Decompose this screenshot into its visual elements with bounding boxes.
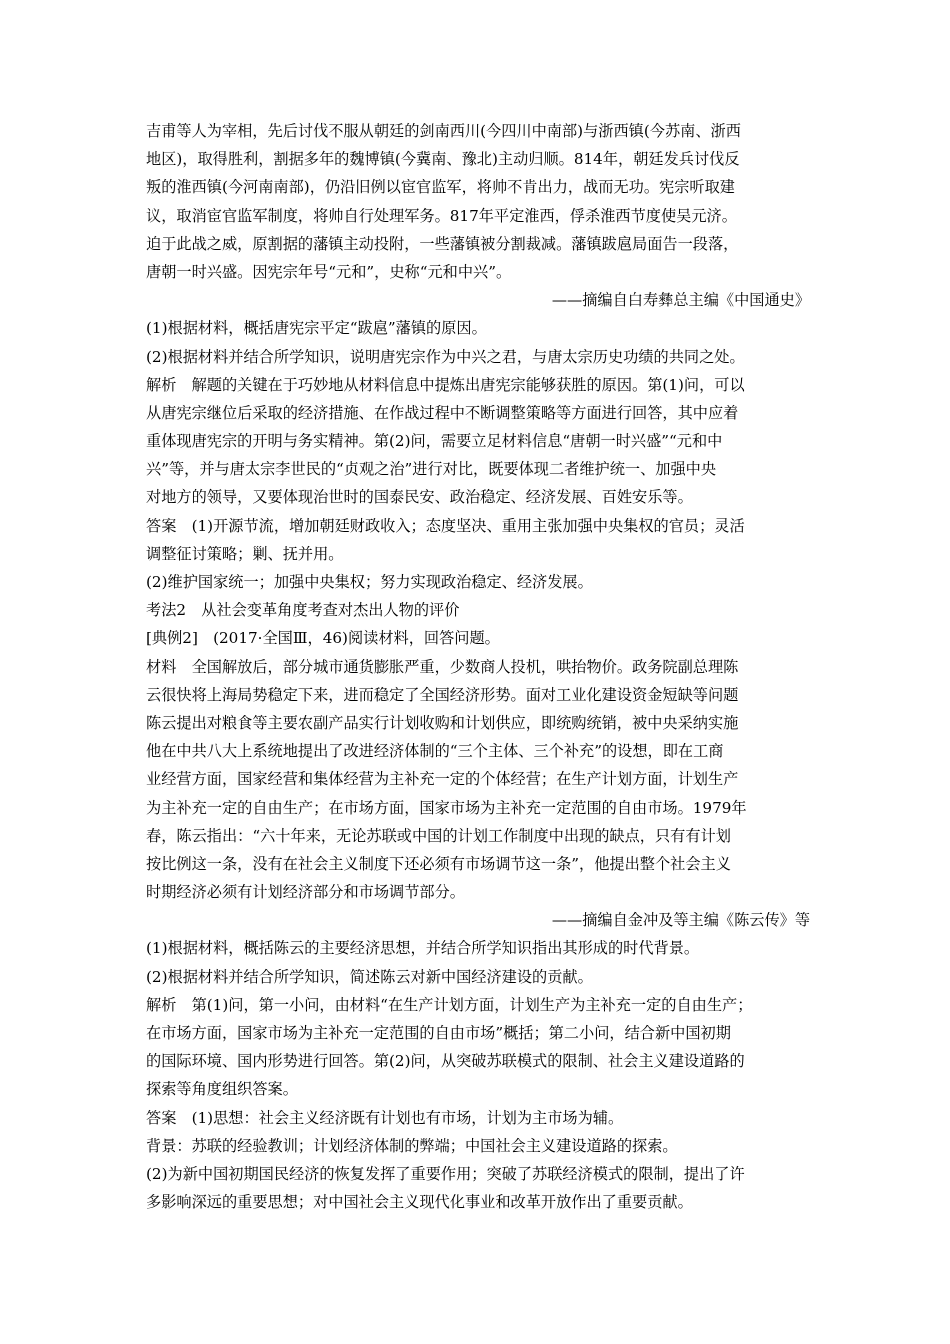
method-heading: 考法2 从社会变革角度考查对杰出人物的评价 (146, 601, 460, 620)
answer-b-line: (2)为新中国初期国民经济的恢复发挥了重要作用；突破了苏联经济模式的限制，提出了许 (146, 1164, 745, 1183)
analysis-b-line: 的国际环境、国内形势进行回答。第(2)问，从突破苏联模式的限制、社会主义建设道路的 (146, 1052, 745, 1071)
analysis-a-line: 从唐宪宗继位后采取的经济措施、在作战过程中不断调整策略等方面进行回答，其中应着 (146, 403, 739, 422)
material-b-source: ——摘编自金冲及等主编《陈云传》等 (551, 911, 810, 930)
question-b-1: (1)根据材料，概括陈云的主要经济思想，并结合所学知识指出其形成的时代背景。 (146, 939, 700, 958)
analysis-a-line: 解析 解题的关键在于巧妙地从材料信息中提炼出唐宪宗能够获胜的原因。第(1)问，可以 (146, 375, 745, 394)
material-b-line: 他在中共八大上系统地提出了改进经济体制的“三个主体、三个补充”的设想，即在工商 (146, 742, 724, 761)
question-a-2: (2)根据材料并结合所学知识，说明唐宪宗作为中兴之君，与唐太宗历史功绩的共同之处。 (146, 347, 745, 366)
analysis-b-line: 探索等角度组织答案。 (146, 1080, 298, 1099)
answer-b-line: 多影响深远的重要思想；对中国社会主义现代化事业和改革开放作出了重要贡献。 (146, 1193, 693, 1212)
material-a-line: 叛的淮西镇(今河南南部)，仍沿旧例以宦官监军，将帅不肯出力，战而无功。宪宗听取建 (146, 178, 735, 197)
answer-b-line: 背景：苏联的经验教训；计划经济体制的弊端；中国社会主义建设道路的探索。 (146, 1136, 678, 1155)
material-b-line: 按比例这一条，没有在社会主义制度下还必须有市场调节这一条”，他提出整个社会主义 (146, 854, 731, 873)
answer-b-line: 答案 (1)思想：社会主义经济既有计划也有市场，计划为主市场为辅。 (146, 1108, 624, 1127)
material-a-source: ——摘编自白寿彝总主编《中国通史》 (551, 291, 810, 310)
example-heading: [典例2] (2017·全国Ⅲ，46)阅读材料，回答问题。 (146, 629, 500, 648)
material-b-line: 业经营方面，国家经营和集体经营为主补充一定的个体经营；在生产计划方面，计划生产 (146, 770, 739, 789)
material-b-line: 云很快将上海局势稳定下来，进而稳定了全国经济形势。面对工业化建设资金短缺等问题 (146, 685, 739, 704)
material-b-line: 时期经济必须有计划经济部分和市场调节部分。 (146, 883, 465, 902)
analysis-b-line: 在市场方面，国家市场为主补充一定范围的自由市场”概括；第二小问，结合新中国初期 (146, 1024, 731, 1042)
material-a-line: 吉甫等人为宰相，先后讨伐不服从朝廷的剑南西川(今四川中南部)与浙西镇(今苏南、浙西 (146, 122, 741, 140)
material-a-line: 唐朝一时兴盛。因宪宗年号“元和”，史称“元和中兴”。 (146, 262, 512, 281)
analysis-a-line: 重体现唐宪宗的开明与务实精神。第(2)问，需要立足材料信息“唐朝一时兴盛”“元和中 (146, 432, 723, 451)
material-a (146, 117, 810, 1216)
material-b-line: 材料 全国解放后，部分城市通货膨胀严重，少数商人投机，哄抬物价。政务院副总理陈 (146, 657, 739, 676)
analysis-b-line: 解析 第(1)问，第一小问，由材料“在生产计划方面，计划生产为主补充一定的自由生产； (146, 995, 753, 1014)
material-a-line: 迫于此战之威，原割据的藩镇主动投附，一些藩镇被分割裁减。藩镇跋扈局面告一段落， (146, 234, 739, 253)
analysis-a-line: 兴”等，并与唐太宗李世民的“贞观之治”进行对比，既要体现二者维护统一、加强中央 (146, 460, 717, 479)
answer-a-line: (2)维护国家统一；加强中央集权；努力实现政治稳定、经济发展。 (146, 573, 593, 591)
answer-a-line: 答案 (1)开源节流，增加朝廷财政收入；态度坚决、重用主张加强中央集权的官员；灵活 (146, 516, 745, 535)
question-b-2: (2)根据材料并结合所学知识，简述陈云对新中国经济建设的贡献。 (146, 967, 593, 986)
material-b-line: 为主补充一定的自由生产；在市场方面，国家市场为主补充一定范围的自由市场。1979年 (146, 798, 747, 817)
material-b-line: 春，陈云指出：“六十年来，无论苏联或中国的计划工作制度中出现的缺点，只有有计划 (146, 826, 731, 845)
answer-a-line: 调整征讨策略；剿、抚并用。 (146, 544, 344, 563)
material-a-line: 议，取消宦官监军制度，将帅自行处理军务。817年平定淮西，俘杀淮西节度使吴元济。 (146, 206, 737, 225)
question-a-1: (1)根据材料，概括唐宪宗平定“跋扈”藩镇的原因。 (146, 319, 487, 338)
material-a-line: 地区)，取得胜利，割据多年的魏博镇(今冀南、豫北)主动归顺。814年，朝廷发兵讨伐反 (146, 150, 740, 169)
material-b-line: 陈云提出对粮食等主要农副产品实行计划收购和计划供应，即统购统销，被中央采纳实施 (146, 713, 739, 732)
analysis-a-line: 对地方的领导，又要体现治世时的国泰民安、政治稳定、经济发展、百姓安乐等。 (146, 488, 693, 507)
